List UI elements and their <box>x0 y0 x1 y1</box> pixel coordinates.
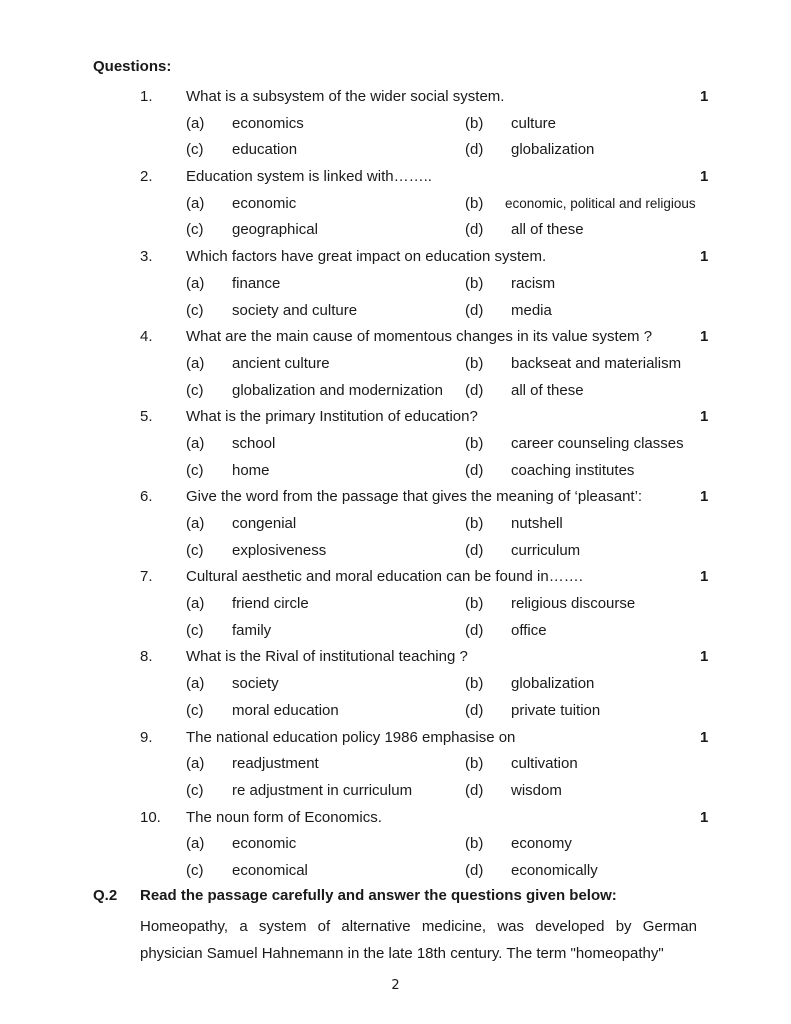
options-row <box>0 511 791 538</box>
options-row <box>0 538 791 565</box>
question-text: The national education policy 1986 emphasise on <box>186 728 516 746</box>
option-text: explosiveness <box>232 541 327 559</box>
option-text: education <box>232 141 298 159</box>
options-row <box>0 351 791 378</box>
option-text: society <box>232 675 279 693</box>
options-row <box>0 591 791 618</box>
options-row <box>0 191 791 218</box>
options-row <box>0 831 791 858</box>
option-text: friend circle <box>232 595 309 613</box>
question-number: 1. <box>140 88 153 105</box>
option-text: economic <box>232 194 297 212</box>
q2-title: Read the passage carefully and answer the questions given below: <box>140 887 617 904</box>
question-row <box>0 244 791 271</box>
option-text: all of these <box>511 381 584 399</box>
question-row <box>0 484 791 511</box>
option-text: school <box>232 434 276 452</box>
option-text: racism <box>511 274 556 292</box>
option-label: (a) <box>186 354 205 372</box>
option-text: ancient culture <box>232 354 330 372</box>
options-row <box>0 271 791 298</box>
option-text: geographical <box>232 221 318 239</box>
options-row <box>0 671 791 698</box>
question-text: What is the Rival of institutional teaching ? <box>186 648 468 666</box>
option-label: (b) <box>465 755 484 773</box>
options-row <box>0 137 791 164</box>
option-label: (a) <box>186 595 205 613</box>
option-label: (c) <box>186 541 204 559</box>
question-row <box>0 164 791 191</box>
option-label: (d) <box>465 861 484 879</box>
option-text: all of these <box>511 221 584 239</box>
option-text: economic, political and religious <box>505 195 696 211</box>
option-label: (b) <box>465 354 484 372</box>
option-text: private tuition <box>511 701 601 719</box>
question-row <box>0 84 791 111</box>
option-text: society and culture <box>232 301 358 319</box>
question-number: 7. <box>140 568 153 586</box>
option-text: home <box>232 461 270 479</box>
question-row <box>0 324 791 351</box>
question-text: Which factors have great impact on education system. <box>186 248 547 266</box>
option-label: (a) <box>186 114 205 132</box>
option-label: (d) <box>465 621 484 639</box>
option-label: (d) <box>465 381 484 399</box>
question-row <box>0 805 791 832</box>
question-marks: 1 <box>700 728 709 746</box>
options-row <box>0 458 791 485</box>
option-text: curriculum <box>511 541 581 559</box>
option-label: (c) <box>186 381 204 399</box>
question-marks: 1 <box>700 568 709 586</box>
question-number: 5. <box>140 408 153 426</box>
options-row <box>0 378 791 405</box>
option-text: media <box>511 301 552 319</box>
option-text: globalization <box>511 675 595 693</box>
question-text: Cultural aesthetic and moral education can be found in……. <box>186 568 583 586</box>
option-text: readjustment <box>232 755 319 773</box>
option-label: (d) <box>465 701 484 719</box>
option-label: (c) <box>186 221 204 239</box>
option-label: (d) <box>465 461 484 479</box>
options-row <box>0 698 791 725</box>
option-label: (b) <box>465 515 484 532</box>
option-label: (a) <box>186 434 205 452</box>
option-text: nutshell <box>511 515 563 532</box>
option-label: (d) <box>465 221 484 239</box>
option-text: wisdom <box>511 781 562 799</box>
option-text: coaching institutes <box>511 461 635 479</box>
option-label: (c) <box>186 861 204 879</box>
option-label: (c) <box>186 301 204 319</box>
options-row <box>0 618 791 645</box>
question-marks: 1 <box>700 808 709 826</box>
options-row <box>0 858 791 885</box>
option-label: (b) <box>465 194 484 212</box>
question-marks: 1 <box>700 408 709 426</box>
option-text: economic <box>232 835 297 853</box>
option-text: moral education <box>232 701 339 719</box>
question-text: Give the word from the passage that gives the meaning of ‘pleasant’: <box>186 488 643 506</box>
options-row <box>0 751 791 778</box>
question-row <box>0 564 791 591</box>
option-label: (a) <box>186 515 205 532</box>
options-row <box>0 111 791 138</box>
option-label: (d) <box>465 541 484 559</box>
option-text: office <box>511 621 547 639</box>
option-text: re adjustment in curriculum <box>232 781 413 799</box>
options-row <box>0 778 791 805</box>
option-label: (a) <box>186 755 205 773</box>
options-row <box>0 298 791 325</box>
question-number: 2. <box>140 168 153 186</box>
question-text: What is a subsystem of the wider social system. <box>186 88 505 105</box>
question-text: The noun form of Economics. <box>186 808 382 826</box>
question-number: 10. <box>140 808 161 826</box>
option-label: (d) <box>465 781 484 799</box>
page-number: 2 <box>391 978 400 993</box>
option-label: (b) <box>465 434 484 452</box>
option-label: (a) <box>186 835 205 853</box>
option-text: cultivation <box>511 755 578 773</box>
question-marks: 1 <box>700 488 709 506</box>
question-marks: 1 <box>700 248 709 266</box>
option-label: (c) <box>186 621 204 639</box>
option-label: (a) <box>186 675 205 693</box>
question-number: 6. <box>140 488 153 506</box>
option-label: (c) <box>186 461 204 479</box>
option-label: (b) <box>465 274 484 292</box>
option-text: globalization and modernization <box>232 381 443 399</box>
question-marks: 1 <box>700 88 709 105</box>
option-label: (b) <box>465 675 484 693</box>
question-marks: 1 <box>700 648 709 666</box>
option-label: (b) <box>465 595 484 613</box>
question-number: 4. <box>140 328 153 346</box>
option-text: economical <box>232 861 308 879</box>
option-text: finance <box>232 274 281 292</box>
option-text: globalization <box>511 141 595 159</box>
question-row <box>0 725 791 752</box>
question-text: What are the main cause of momentous changes in its value system ? <box>186 328 653 346</box>
questions-heading: Questions: <box>93 58 172 75</box>
option-text: economics <box>232 114 304 132</box>
question-marks: 1 <box>700 328 709 346</box>
question-marks: 1 <box>700 168 709 186</box>
option-label: (c) <box>186 781 204 799</box>
option-text: economy <box>511 835 572 853</box>
option-label: (d) <box>465 301 484 319</box>
question-number: 8. <box>140 648 153 666</box>
question-number: 3. <box>140 248 153 266</box>
option-label: (a) <box>186 194 205 212</box>
option-label: (c) <box>186 701 204 719</box>
option-text: family <box>232 621 272 639</box>
option-text: culture <box>511 114 557 132</box>
options-row <box>0 217 791 244</box>
option-label: (b) <box>465 835 484 853</box>
option-text: career counseling classes <box>511 434 684 452</box>
option-text: congenial <box>232 515 297 532</box>
option-text: economically <box>511 861 598 879</box>
option-label: (a) <box>186 274 205 292</box>
question-row <box>0 644 791 671</box>
question-text: Education system is linked with…….. <box>186 168 432 186</box>
option-label: (c) <box>186 141 204 159</box>
options-row <box>0 431 791 458</box>
question-number: 9. <box>140 728 153 746</box>
option-label: (b) <box>465 114 484 132</box>
question-list <box>0 84 791 885</box>
option-text: religious discourse <box>511 595 636 613</box>
option-label: (d) <box>465 141 484 159</box>
question-text: What is the primary Institution of education? <box>186 408 478 426</box>
q2-number: Q.2 <box>93 887 118 904</box>
question-row <box>0 404 791 431</box>
option-text: backseat and materialism <box>511 354 682 372</box>
passage-text: Homeopathy, a system of alternative medicine, was developed by German physician Samuel Hahnemann in the late 18th century. The term "homeopathy" <box>140 918 697 962</box>
